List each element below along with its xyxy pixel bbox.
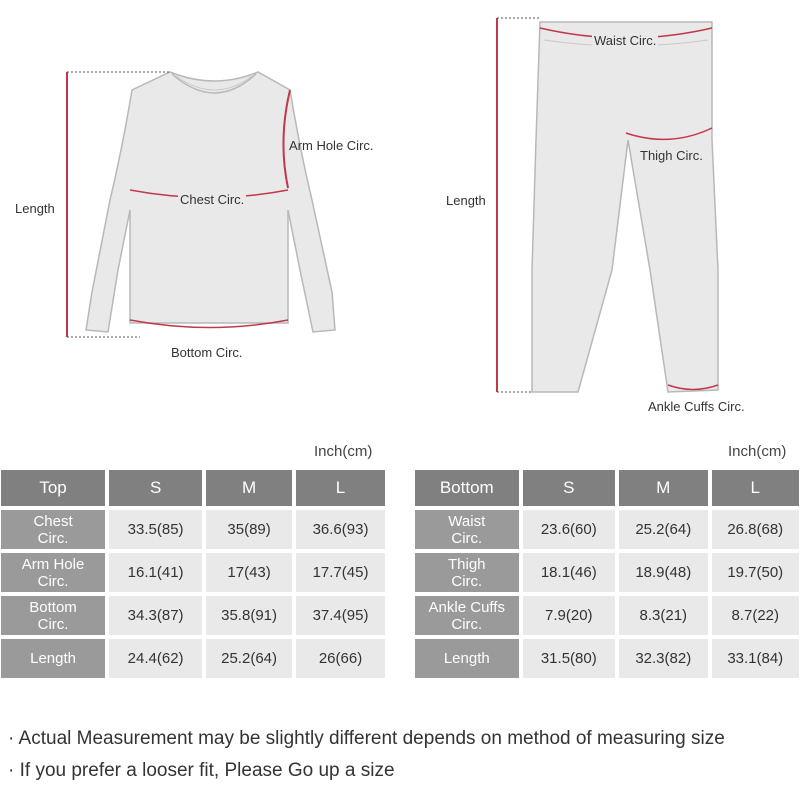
- column-header: M: [206, 470, 292, 506]
- column-header: Bottom: [415, 470, 519, 506]
- waist-label: Waist Circ.: [594, 33, 657, 48]
- table-cell: 23.6(60): [523, 510, 615, 549]
- row-header: Waist Circ.: [415, 510, 519, 549]
- table-cell: 36.6(93): [296, 510, 385, 549]
- table-cell: 25.2(64): [206, 639, 292, 678]
- table-row: [415, 639, 799, 678]
- row-header: Arm Hole Circ.: [1, 553, 105, 592]
- table-cell: 18.9(48): [619, 553, 707, 592]
- table-cell: 19.7(50): [712, 553, 800, 592]
- bottom-unit: Inch(cm): [728, 443, 787, 460]
- row-header: Length: [415, 639, 519, 678]
- chest-label: Chest Circ.: [180, 192, 245, 207]
- table-cell: 34.3(87): [109, 596, 202, 635]
- table-cell: 17.7(45): [296, 553, 385, 592]
- column-header: Top: [1, 470, 105, 506]
- ankle-cuffs-label: Ankle Cuffs Circ.: [648, 399, 745, 414]
- fit-note: · If you prefer a looser fit, Please Go up a size: [8, 760, 395, 781]
- table-cell: 8.3(21): [619, 596, 707, 635]
- row-header: Bottom Circ.: [1, 596, 105, 635]
- table-row: [415, 510, 799, 549]
- table-row: [1, 510, 385, 549]
- table-cell: 26(66): [296, 639, 385, 678]
- table-row: [415, 553, 799, 592]
- column-header: S: [523, 470, 615, 506]
- table-cell: 7.9(20): [523, 596, 615, 635]
- top-unit: Inch(cm): [314, 443, 373, 460]
- row-header: Thigh Circ.: [415, 553, 519, 592]
- table-row: [1, 553, 385, 592]
- row-header: Ankle Cuffs Circ.: [415, 596, 519, 635]
- table-cell: 18.1(46): [523, 553, 615, 592]
- table-cell: 31.5(80): [523, 639, 615, 678]
- row-header: Length: [1, 639, 105, 678]
- table-row: [1, 639, 385, 678]
- table-cell: 37.4(95): [296, 596, 385, 635]
- table-cell: 33.5(85): [109, 510, 202, 549]
- pants-length-label: Length: [446, 193, 486, 208]
- table-cell: 25.2(64): [619, 510, 707, 549]
- table-row: [1, 596, 385, 635]
- table-row: [415, 596, 799, 635]
- measurement-note: · Actual Measurement may be slightly different depends on method of measuring size: [8, 728, 725, 749]
- table-cell: 35(89): [206, 510, 292, 549]
- column-header: L: [712, 470, 800, 506]
- table-header-row: [1, 470, 385, 506]
- column-header: S: [109, 470, 202, 506]
- table-cell: 24.4(62): [109, 639, 202, 678]
- pants-illustration: [532, 22, 718, 392]
- table-cell: 33.1(84): [712, 639, 800, 678]
- table-cell: 35.8(91): [206, 596, 292, 635]
- row-header: Chest Circ.: [1, 510, 105, 549]
- table-cell: 16.1(41): [109, 553, 202, 592]
- bottom-size-table: [411, 466, 800, 682]
- table-header-row: [415, 470, 799, 506]
- table-cell: 32.3(82): [619, 639, 707, 678]
- arm-hole-label: Arm Hole Circ.: [289, 138, 374, 153]
- column-header: L: [296, 470, 385, 506]
- thigh-label: Thigh Circ.: [640, 148, 703, 163]
- top-size-table: [0, 466, 389, 682]
- table-cell: 26.8(68): [712, 510, 800, 549]
- table-cell: 8.7(22): [712, 596, 800, 635]
- table-cell: 17(43): [206, 553, 292, 592]
- bottom-circ-label: Bottom Circ.: [171, 345, 243, 360]
- shirt-length-label: Length: [15, 201, 55, 216]
- column-header: M: [619, 470, 707, 506]
